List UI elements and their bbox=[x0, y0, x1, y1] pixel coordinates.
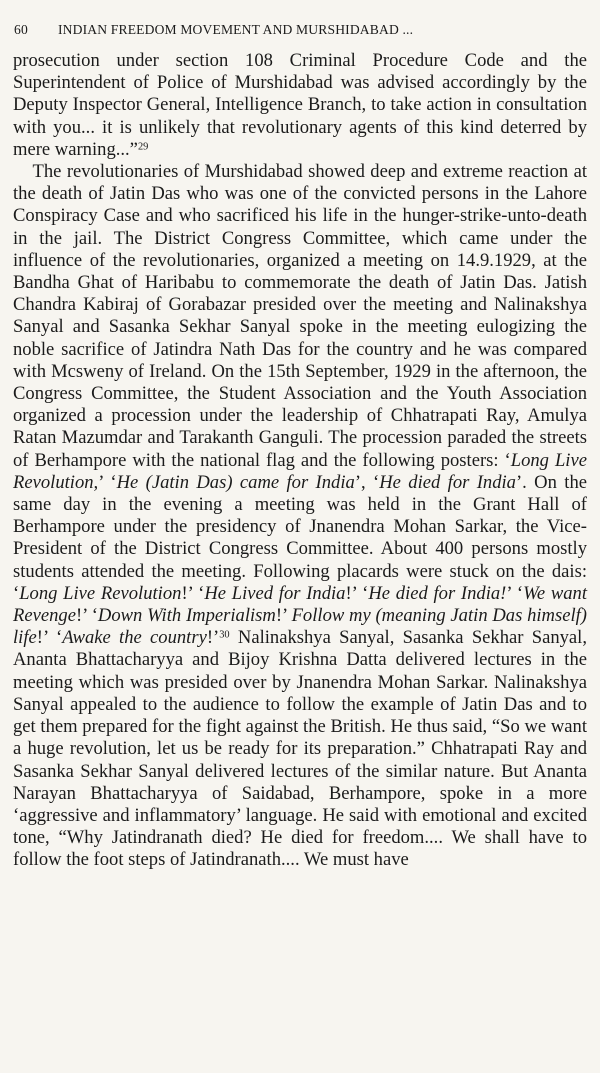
paragraph-jatin-das bbox=[13, 161, 587, 872]
footnote-ref: 30 bbox=[219, 629, 230, 641]
text-run: !’ ‘ bbox=[36, 627, 63, 649]
text-run: ’ ‘ bbox=[98, 471, 117, 493]
running-head bbox=[14, 22, 587, 38]
text-run: ’. On the same day in the evening a meeting was held in the Grant Hall of Berhampore under the presidency of Jnanendra Mohan Sarkar, the Vice-President of the District Congress Committee. About 400 persons mostly students attended the meeting. Following placards were stuck on the dais: ‘ bbox=[13, 471, 587, 604]
text-run: Nalinakshya Sanyal, Sasanka Sekhar Sanyal, Ananta Bhattacharyya and Bijoy Krishna Datta delivered lectures in the meeting which was presided over by Jnanendra Mohan Sarkar. Nalinakshya Sanyal appealed to the audience to follow the example of Jatin Das and to get them prepared for the fight against the British. He thus said, “So we want a huge revolution, let us be ready for its preparation.” Chhatrapati Ray and Sasanka Sekhar Sanyal delivered lectures of the similar nature. But Ananta Narayan Bhattacharyya of Saidabad, Berhampore, spoke in a more ‘aggressive and inflammatory’ language. He said with emotional and excited tone, “Why Jatindranath died? He died for freedom.... We shall have to follow the foot steps of Jatindranath.... We must have bbox=[13, 627, 587, 871]
page-number: 60 bbox=[14, 22, 28, 37]
italic-text: Long Live Revolution bbox=[19, 582, 182, 604]
body-text bbox=[13, 50, 587, 872]
footnote-ref: 29 bbox=[137, 141, 149, 153]
text-run: !’ bbox=[206, 627, 220, 649]
italic-text: Awake the country bbox=[62, 627, 207, 649]
running-title: INDIAN FREEDOM MOVEMENT AND MURSHIDABAD ... bbox=[58, 22, 414, 37]
paragraph-continued bbox=[13, 50, 587, 161]
italic-text: Long Live Revolution, bbox=[13, 449, 587, 493]
italic-text: He died for India! bbox=[368, 582, 507, 604]
italic-text: He (Jatin Das) came for India bbox=[116, 471, 355, 493]
text-run: prosecution under section 108 Criminal Procedure Code and the Superintendent of Police of Murshidabad was advised accordingly by the Deputy Inspector General, Intelligence Branch, to take action in consultation with you... it is unlikely that revolutionary agents of this kind deterred by mere warning...” bbox=[13, 50, 587, 160]
text-run: !’ ‘ bbox=[345, 582, 369, 604]
text-run: !’ ‘ bbox=[181, 582, 205, 604]
text-run: !’ ‘ bbox=[75, 605, 98, 627]
text-run: !’ bbox=[275, 605, 292, 627]
italic-text: Down With Imperialism bbox=[97, 605, 276, 627]
italic-text: He Lived for India bbox=[204, 582, 346, 604]
italic-text: We want Revenge bbox=[13, 582, 588, 627]
text-run: The revolutionaries of Murshidabad showed deep and extreme reaction at the death of Jatin Das who was one of the convicted persons in the Lahore Conspiracy Case and who sacrificed his life in the hunger-strike-unto-death in the jail. The District Congress Committee, which came under the influence of the revolutionaries, organized a meeting on 14.9.1929, at the Bandha Ghat of Haribabu to commemorate the death of Jatin Das. Jatish Chandra Kabiraj of Gorabazar presided over the meeting and Nalinakshya Sanyal and Sasanka Sekhar Sanyal spoke in the meeting eulogizing the noble sacrifice of Jatindra Nath Das for the country and he was compared with Mcsweny of Ireland. On the 15th September, 1929 in the afternoon, the Congress Committee, the Student Association and the Youth Association organized a procession under the leadership of Chhatrapati Ray, Amulya Ratan Mazumdar and Tarakanth Ganguli. The procession paraded the streets of Berhampore with the national flag and the following posters: ‘ bbox=[13, 161, 587, 471]
text-run: ’ ‘ bbox=[506, 582, 524, 604]
italic-text: He died for India bbox=[379, 471, 516, 493]
italic-text: Follow my (meaning Jatin Das himself) life bbox=[13, 605, 587, 649]
text-run: ’, ‘ bbox=[354, 471, 380, 493]
